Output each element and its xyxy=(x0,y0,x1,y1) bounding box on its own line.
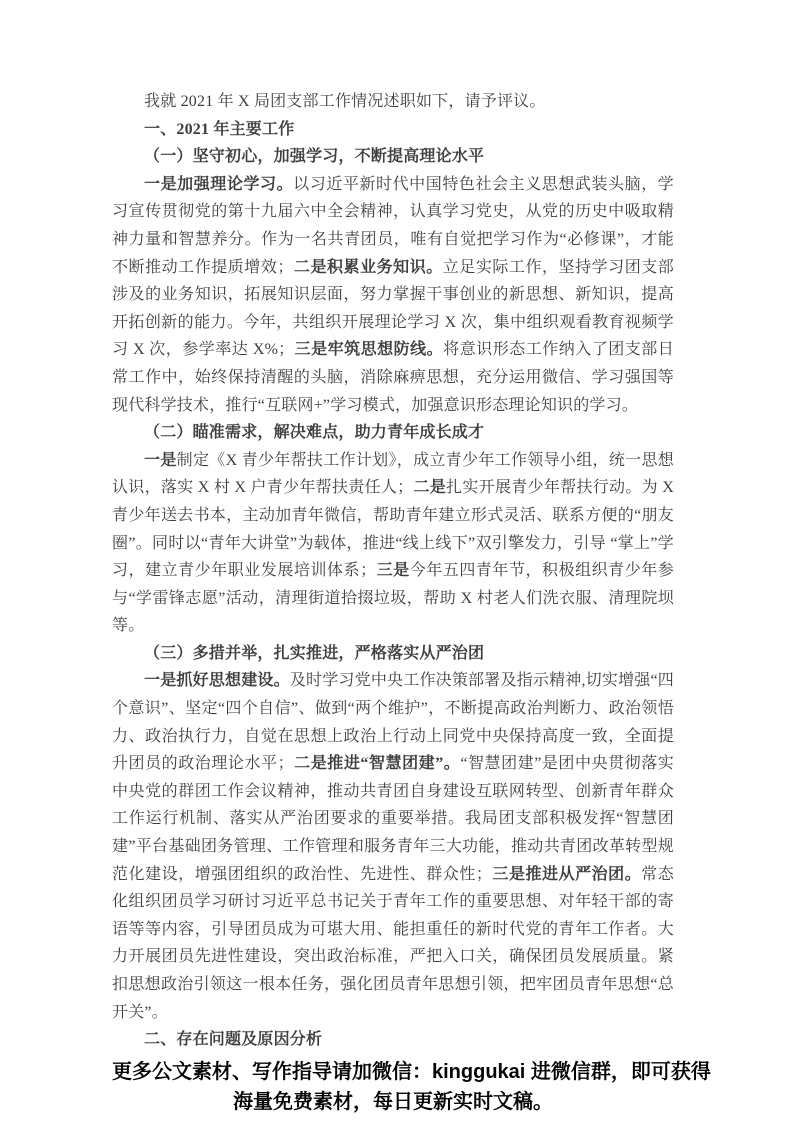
text-run: 二是积累业务知识。 xyxy=(293,258,443,276)
section-heading xyxy=(112,143,674,171)
text-run: （二）瞄准需求，解决难点，助力青年成长成才 xyxy=(144,424,485,442)
text-run: 及时学习党中央工作决策部署及指示精神,切实增强“四个意识”、坚定“四个自信”、做到“两个维护”，不断提高政治判断力、政治领悟力、政治执行力，自觉在思想上政治上行动上同党中央保持高度一致，全面提升团员的政治理论水平； xyxy=(112,672,674,773)
body-paragraph xyxy=(112,667,674,1026)
text-run: “智慧团建”是团中央贯彻落实中央党的群团工作会议精神，推动共青团自身建设互联网转型、创新青年群众工作运行机制、落实从严治团要求的重要举措。我局团支部积极发挥“智慧团建”平台基础团务管理、工作管理和服务青年三大功能，推动共青团改革转型规范化建设，增强团组织的政治性、先进性、群众性； xyxy=(112,755,674,883)
text-run: 以习近平新时代中国特色社会主义思想武装头脑，学习宣传贯彻党的第十九届六中全会精神，认真学习党史，从党的历史中吸取精神力量和智慧养分。作为一名共青团员，唯有自觉把学习作为“必修课”，才能不断推动工作提质增效； xyxy=(112,175,674,276)
text-run: 三是 xyxy=(376,562,410,580)
text-run: （一）坚守初心，加强学习，不断提高理论水平 xyxy=(144,148,485,166)
section-heading xyxy=(112,1026,674,1054)
promo-footer xyxy=(112,1057,711,1117)
body-paragraph xyxy=(112,171,674,419)
body-paragraph xyxy=(112,447,674,640)
text-run: 立足实际工作，坚持学习团支部涉及的业务知识，拓展知识层面，努力掌握干事创业的新思想、新知识，提高开拓创新的能力。今年，共组织开展理论学习 X 次，集中组织观看教育视频学习 X 次，参学率达 X%； xyxy=(112,258,674,359)
text-run: 扎实开展青少年帮扶行动。为 X 青少年送去书本，主动加青年微信，帮助青年建立形式灵活、联系方便的“朋友圈”。同时以“青年大讲堂”为载体，推进“线上线下”双引擎发力，引导 “掌上”学习，建立青少年职业发展培训体系； xyxy=(112,479,675,580)
text-run: 一、2021 年主要工作 xyxy=(144,120,295,138)
text-run: 一是 xyxy=(144,451,177,469)
text-run: 将意识形态工作纳入了团支部日常工作中，始终保持清醒的头脑，消除麻痹思想，充分运用微信、学习强国等现代科学技术，推行“互联网+”学习模式，加强意识形态理论知识的学习。 xyxy=(112,341,674,414)
text-run: 二是推进“智慧团建”。 xyxy=(293,755,461,773)
text-run: 一是抓好思想建设。 xyxy=(144,672,290,690)
text-run: 制定《X 青少年帮扶工作计划》，成立青少年工作领导小组，统一思想认识，落实 X 村 X 户青少年帮扶责任人； xyxy=(112,451,674,497)
text-run: 三是牢筑思想防线。 xyxy=(294,341,444,359)
text-run: 三是推进从严治团。 xyxy=(492,865,642,883)
body-paragraph xyxy=(112,88,674,116)
document-body xyxy=(112,88,711,1117)
text-run: 今年五四青年节，积极组织青少年参与“学雷锋志愿”活动，清理街道拾掇垃圾，帮助 X 村老人们洗衣服、清理院坝等。 xyxy=(112,562,675,635)
section-heading xyxy=(112,640,674,668)
text-run: （三）多措并举，扎实推进，严格落实从严治团 xyxy=(144,644,485,662)
promo-footer-line: 海量免费素材，每日更新实时文稿。 xyxy=(233,1090,553,1113)
section-heading xyxy=(112,116,674,144)
text-run: 二、存在问题及原因分析 xyxy=(144,1031,323,1049)
text-run: 二是 xyxy=(413,479,447,497)
promo-footer-line: 更多公文素材、写作指导请加微信：kinggukai 进微信群，即可获得 xyxy=(112,1060,711,1083)
text-run: 我就 2021 年 X 局团支部工作情况述职如下，请予评议。 xyxy=(144,93,546,110)
text-run: 一是加强理论学习。 xyxy=(144,175,294,193)
text-run: 常态化组织团员学习研讨习近平总书记关于青年工作的重要思想、对年轻干部的寄语等等内容，引导团员成为可堪大用、能担重任的新时代党的青年工作者。大力开展团员先进性建设，突出政治标准，严把入口关，确保团员发展质量。紧扣思想政治引领这一根本任务，强化团员青年思想引领，把牢团员青年思想“总开关”。 xyxy=(112,865,674,1021)
section-heading xyxy=(112,419,674,447)
